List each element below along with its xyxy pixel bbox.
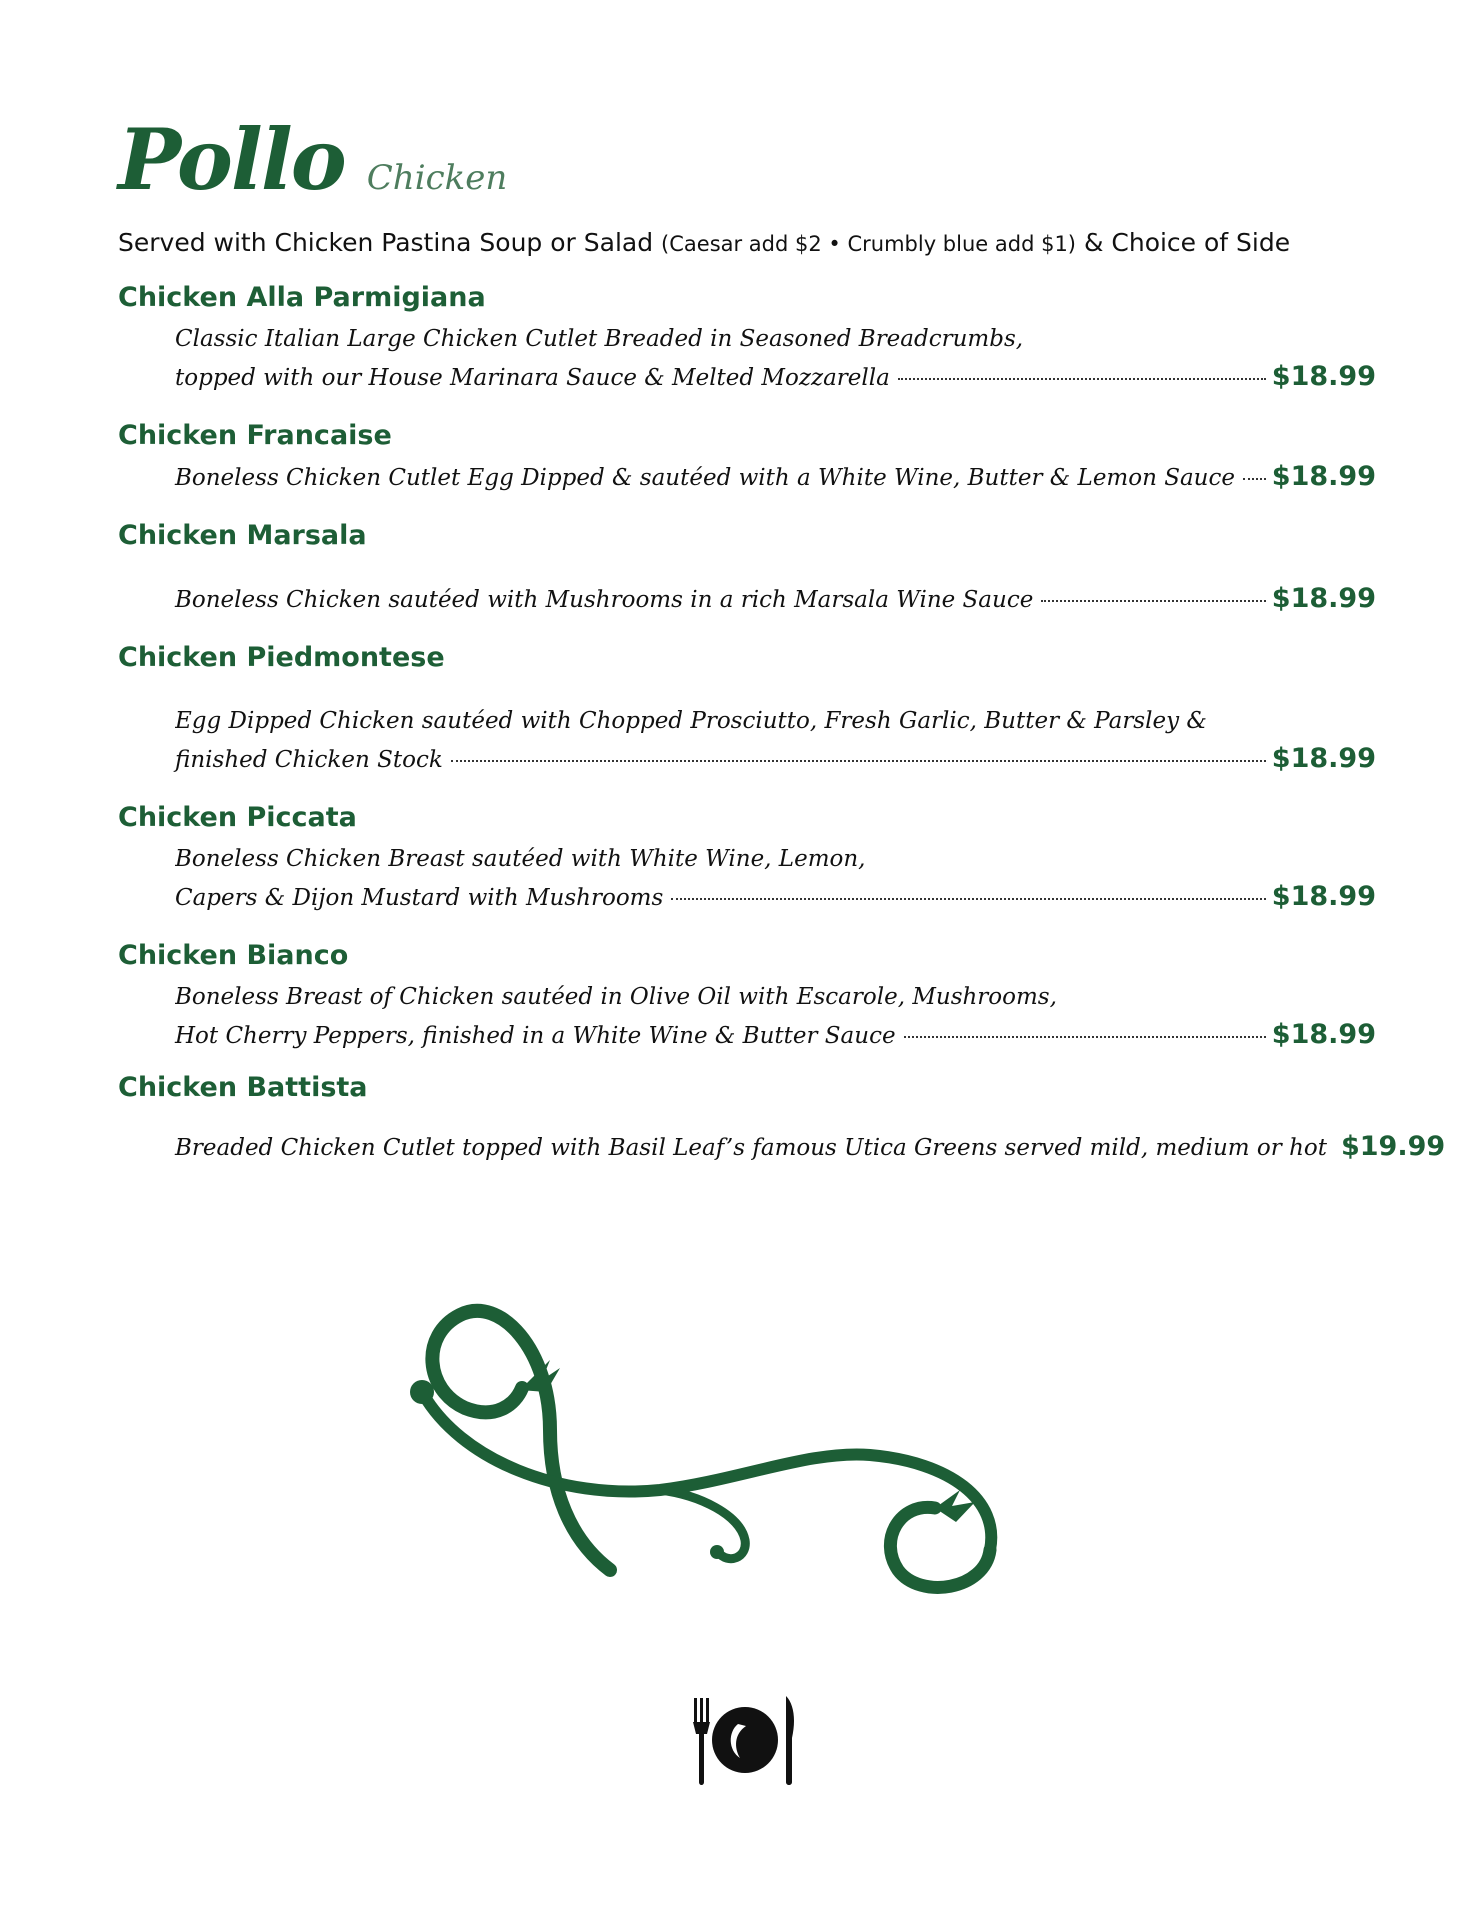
item-description <box>175 978 1376 1054</box>
description-line: Boneless Chicken sautéed with Mushrooms in a rich Marsala Wine Sauce <box>175 587 1034 613</box>
intro-note: (Caesar add $2 • Crumbly blue add $1) <box>661 232 1076 256</box>
dot-leader <box>451 759 1266 762</box>
description-line: topped with our House Marinara Sauce & Melted Mozzarella <box>175 365 890 391</box>
dot-leader <box>904 1035 1266 1038</box>
price-line <box>175 1128 1446 1166</box>
item-price: $19.99 <box>1340 1131 1446 1162</box>
item-description <box>175 702 1376 778</box>
menu-item-piedmontese <box>118 640 1376 774</box>
price-line <box>175 580 1376 618</box>
swirl-ornament-icon <box>400 1240 1040 1600</box>
dot-leader <box>1041 599 1265 602</box>
description-line: Boneless Chicken Breast sautéed with White Wine, Lemon, <box>175 846 866 872</box>
item-price: $18.99 <box>1271 461 1376 492</box>
item-name: Chicken Bianco <box>118 940 349 971</box>
section-subtitle: Chicken <box>366 158 508 198</box>
description-line: Capers & Dijon Mustard with Mushrooms <box>175 885 664 911</box>
item-name: Chicken Battista <box>118 1072 368 1103</box>
item-price: $18.99 <box>1271 361 1376 392</box>
dot-leader <box>1243 477 1266 480</box>
item-name: Chicken Piccata <box>118 802 357 833</box>
plate-fork-knife-icon <box>680 1690 810 1790</box>
item-price: $18.99 <box>1271 743 1376 774</box>
intro-main: Served with Chicken Pastina Soup or Salad <box>118 228 654 257</box>
menu-item-piccata <box>118 800 1376 912</box>
menu-item-marsala <box>118 518 1376 614</box>
price-line <box>175 358 1376 396</box>
item-description <box>175 580 1376 618</box>
menu-item-alla-parmigiana <box>118 280 1376 392</box>
item-description <box>175 458 1376 496</box>
description-line: Boneless Breast of Chicken sautéed in Olive Oil with Escarole, Mushrooms, <box>175 984 1057 1010</box>
description-line: Breaded Chicken Cutlet topped with Basil Leaf’s famous Utica Greens served mild, medium or hot <box>175 1135 1327 1161</box>
description-line: Classic Italian Large Chicken Cutlet Breaded in Seasoned Breadcrumbs, <box>175 326 1024 352</box>
menu-heading <box>118 110 508 209</box>
item-name: Chicken Piedmontese <box>118 642 445 673</box>
item-name: Chicken Marsala <box>118 520 367 551</box>
section-intro <box>118 228 1290 257</box>
item-description <box>175 840 1376 916</box>
price-line <box>175 458 1376 496</box>
intro-end: & Choice of Side <box>1083 228 1291 257</box>
section-title: Pollo <box>118 110 345 209</box>
price-line <box>175 878 1376 916</box>
dot-leader <box>898 377 1266 380</box>
item-description <box>175 1128 1446 1166</box>
price-line <box>175 740 1376 778</box>
description-line: Boneless Chicken Cutlet Egg Dipped & sautéed with a White Wine, Butter & Lemon Sauce <box>175 465 1235 491</box>
item-price: $18.99 <box>1271 881 1376 912</box>
menu-item-battista <box>118 1070 1446 1162</box>
description-line: finished Chicken Stock <box>175 747 443 773</box>
description-line: Egg Dipped Chicken sautéed with Chopped Prosciutto, Fresh Garlic, Butter & Parsley & <box>175 708 1207 734</box>
item-price: $18.99 <box>1271 583 1376 614</box>
dot-leader <box>671 897 1266 900</box>
item-name: Chicken Alla Parmigiana <box>118 282 486 313</box>
menu-item-bianco <box>118 938 1376 1050</box>
price-line <box>175 1016 1376 1054</box>
menu-item-francaise <box>118 418 1376 492</box>
item-price: $18.99 <box>1271 1019 1376 1050</box>
description-line: Hot Cherry Peppers, finished in a White Wine & Butter Sauce <box>175 1023 896 1049</box>
item-description <box>175 320 1376 396</box>
item-name: Chicken Francaise <box>118 420 392 451</box>
